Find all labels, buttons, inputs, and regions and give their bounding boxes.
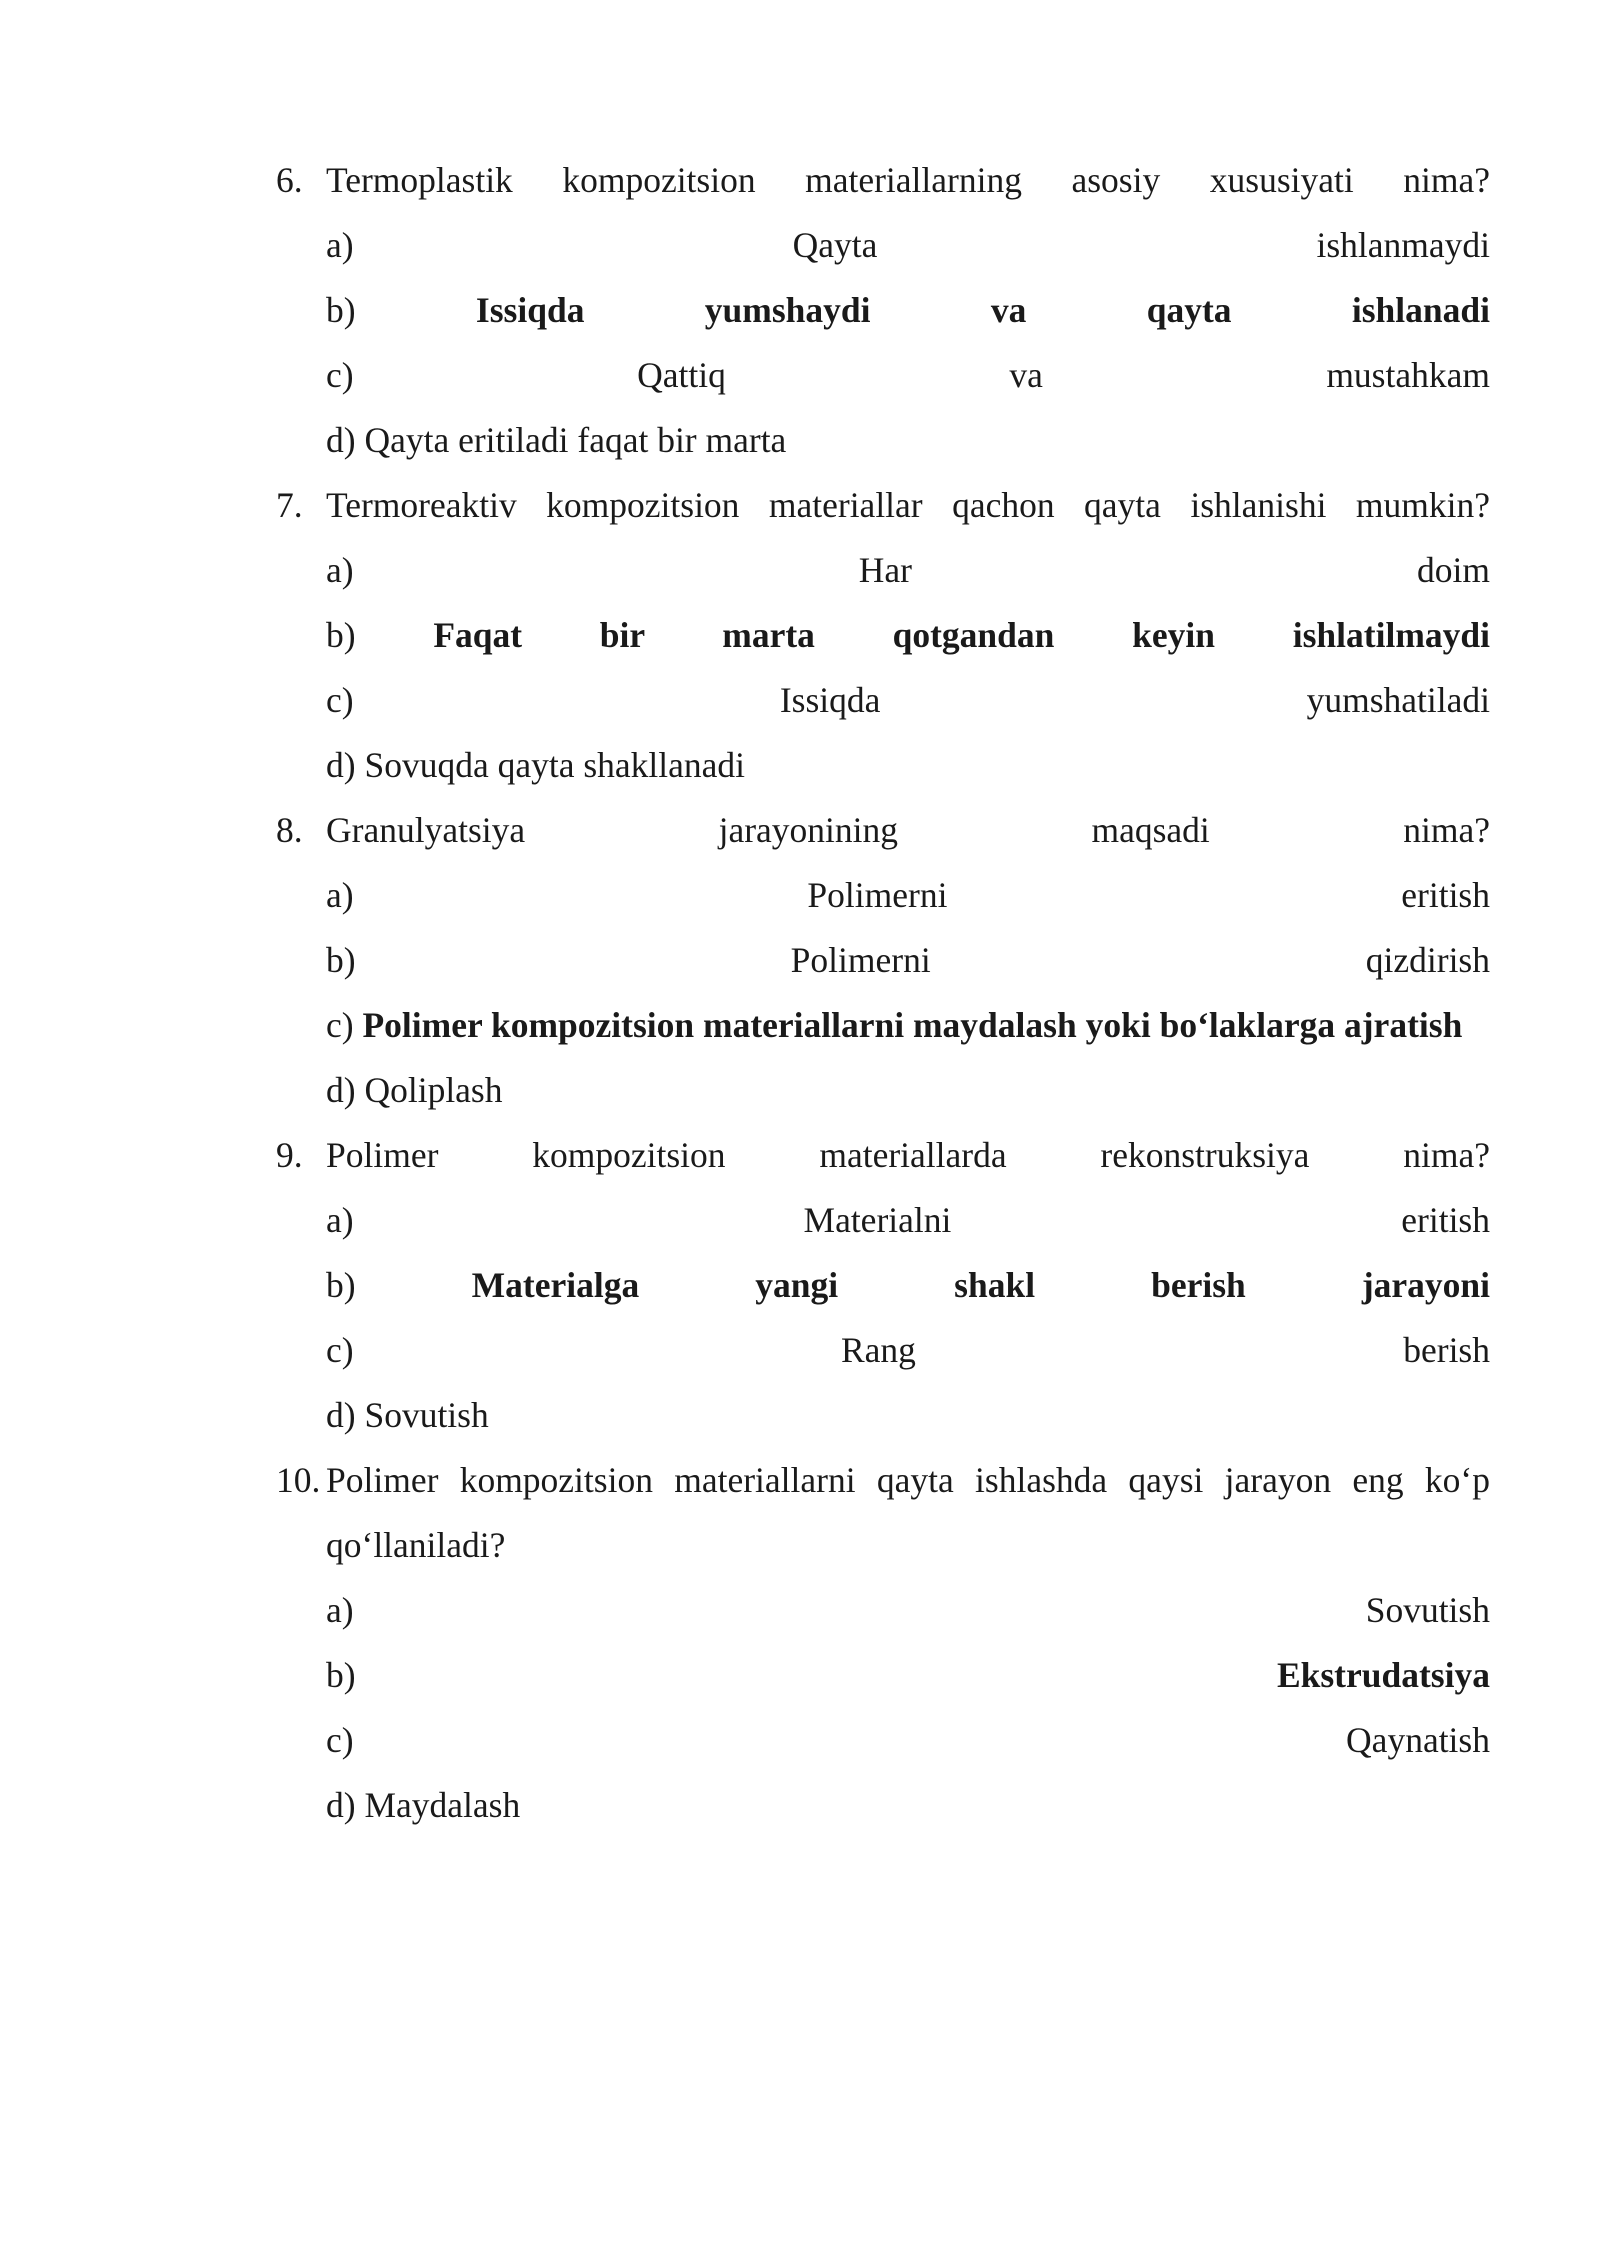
option-text: Qoliplash	[364, 1070, 503, 1110]
question-6	[276, 148, 1490, 213]
option-8c	[326, 993, 1490, 1058]
option-text: Qayta ishlanmaydi	[792, 225, 1490, 265]
option-letter: c)	[326, 680, 354, 720]
option-letter: c)	[326, 1005, 354, 1045]
option-letter: d)	[326, 420, 356, 460]
correct-option-text: Issiqda yumshaydi va qayta ishlanadi	[475, 290, 1490, 330]
option-6b	[326, 278, 1490, 343]
correct-option-text: Faqat bir marta qotgandan keyin ishlatilmaydi	[433, 615, 1490, 655]
option-letter: d)	[326, 1785, 356, 1825]
option-text: Qayta eritiladi faqat bir marta	[364, 420, 787, 460]
question-text: Termoreaktiv kompozitsion materiallar qachon qayta ishlanishi mumkin?	[326, 485, 1490, 525]
option-letter: d)	[326, 1070, 356, 1110]
correct-option-text: Materialga yangi shakl berish jarayoni	[471, 1265, 1490, 1305]
option-letter: d)	[326, 1395, 356, 1435]
option-text: Qaynatish	[1346, 1720, 1490, 1760]
option-letter: a)	[326, 875, 354, 915]
option-10b	[326, 1643, 1490, 1708]
option-text: Materialni eritish	[803, 1200, 1490, 1240]
question-number: 7.	[276, 485, 303, 525]
question-10	[276, 1448, 1490, 1578]
option-7d	[326, 733, 1490, 798]
option-text: Rang berish	[840, 1330, 1490, 1370]
question-number: 8.	[276, 810, 303, 850]
correct-option-text: Polimer kompozitsion materiallarni maydalash yoki bo‘laklarga ajratish	[362, 1005, 1463, 1045]
option-9c	[326, 1318, 1490, 1383]
option-7b	[326, 603, 1490, 668]
option-8d	[326, 1058, 1490, 1123]
question-number: 10.	[276, 1460, 321, 1500]
option-9d	[326, 1383, 1490, 1448]
question-7	[276, 473, 1490, 538]
option-letter: b)	[326, 940, 356, 980]
option-letter: a)	[326, 1590, 354, 1630]
option-letter: b)	[326, 615, 356, 655]
option-text: Har doim	[858, 550, 1490, 590]
option-text: Issiqda yumshatiladi	[779, 680, 1490, 720]
option-10d	[326, 1773, 1490, 1838]
option-letter: d)	[326, 745, 356, 785]
question-text: Termoplastik kompozitsion materiallarning asosiy xususiyati nima?	[326, 160, 1490, 200]
option-letter: a)	[326, 1200, 354, 1240]
option-text: Sovutish	[1365, 1590, 1490, 1630]
option-text: Maydalash	[364, 1785, 521, 1825]
option-letter: a)	[326, 225, 354, 265]
option-letter: b)	[326, 290, 356, 330]
question-9	[276, 1123, 1490, 1188]
question-number: 6.	[276, 160, 303, 200]
correct-option-text: Ekstrudatsiya	[1276, 1655, 1490, 1695]
option-6a	[326, 213, 1490, 278]
question-8	[276, 798, 1490, 863]
option-letter: c)	[326, 1330, 354, 1370]
question-text: Granulyatsiya jarayonining maqsadi nima?	[326, 810, 1490, 850]
option-8b	[326, 928, 1490, 993]
option-10a	[326, 1578, 1490, 1643]
option-7a	[326, 538, 1490, 603]
option-letter: b)	[326, 1655, 356, 1695]
question-text: Polimer kompozitsion materiallarda rekonstruksiya nima?	[326, 1135, 1490, 1175]
question-text: Polimer kompozitsion materiallarni qayta ishlashda qaysi jarayon eng ko‘p qo‘llaniladi?	[326, 1460, 1490, 1565]
option-6c	[326, 343, 1490, 408]
option-text: Polimerni qizdirish	[790, 940, 1490, 980]
option-9a	[326, 1188, 1490, 1253]
option-text: Sovuqda qayta shakllanadi	[364, 745, 746, 785]
option-7c	[326, 668, 1490, 733]
option-text: Qattiq va mustahkam	[637, 355, 1490, 395]
question-list	[276, 148, 1490, 1838]
question-number: 9.	[276, 1135, 303, 1175]
option-letter: a)	[326, 550, 354, 590]
option-9b	[326, 1253, 1490, 1318]
option-text: Polimerni eritish	[807, 875, 1490, 915]
option-text: Sovutish	[364, 1395, 489, 1435]
option-10c	[326, 1708, 1490, 1773]
option-letter: c)	[326, 355, 354, 395]
option-letter: c)	[326, 1720, 354, 1760]
option-8a	[326, 863, 1490, 928]
option-6d	[326, 408, 1490, 473]
option-letter: b)	[326, 1265, 356, 1305]
